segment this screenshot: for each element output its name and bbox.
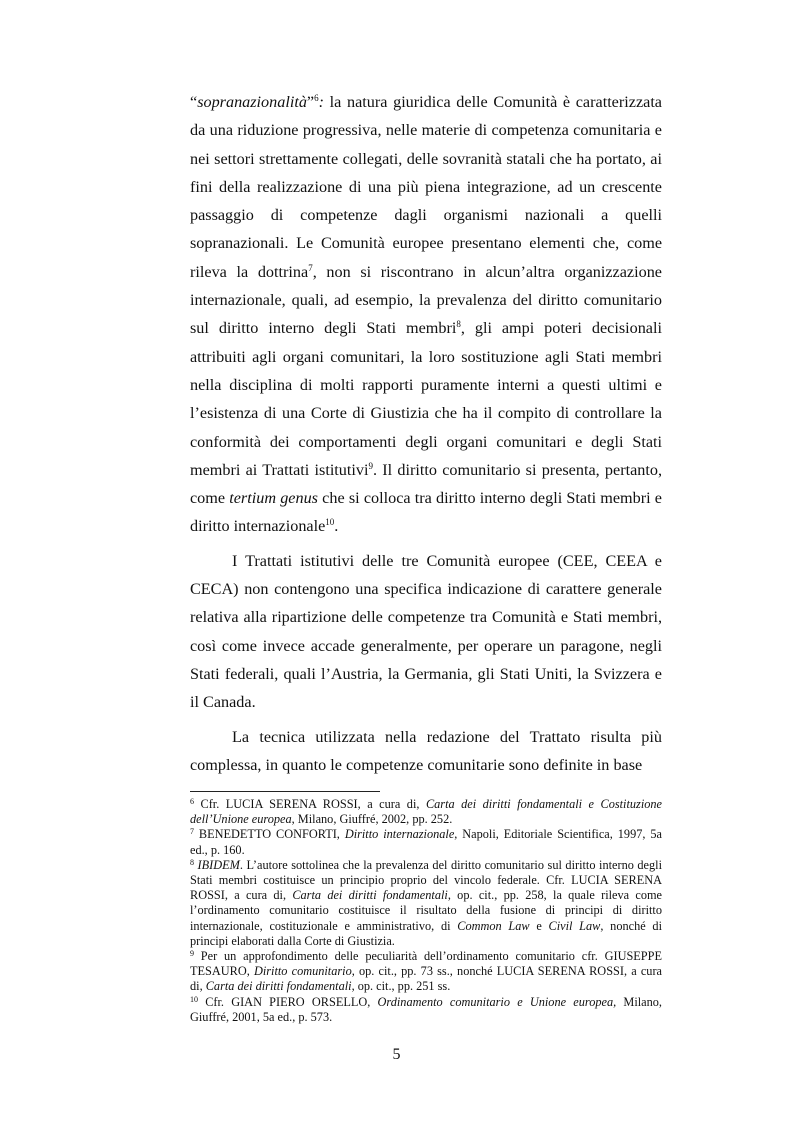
paragraph-3: La tecnica utilizzata nella redazione del Trattato risulta più complessa, in quanto le competenze comunitarie sono definite in base (190, 727, 662, 774)
footnote-ref-9[interactable]: 9 (368, 460, 373, 471)
footnotes (190, 797, 662, 1025)
footnote-ref-7[interactable]: 7 (308, 262, 313, 273)
term-sopranazionalita: sopranazionalità (197, 93, 307, 111)
footnote-ref-6[interactable]: 6 (314, 93, 319, 103)
page-number: 5 (392, 1046, 401, 1063)
paragraph-1: “sopranazionalità”$^6$: la natura giuridica delle Comunità è caratterizzata da una riduzione progressiva, nelle materie di competenza comunitaria e nei settori strettamente collegati, delle sovranità statali che ha portato, ai fini della realizzazione di una più piena integrazione, ad un crescente passaggio di competenze dagli organismi nazionali a quelli sopranazionali. Le Comunità europee presentano elementi che, come rileva la dottrina$^7$, non si riscontrano in alcun’altra organizzazione internazionale, quali, ad esempio, la prevalenza del diritto comunitario sul diritto interno degli Stati membri$^8$, gli ampi poteri decisionali attribuiti agli organi comunitari, la loro sostituzione agli Stati membri nella disciplina di molti rapporti puramente interni a questi ultimi e l’esistenza di una Corte di Giustizia che ha il compito di controllare la conformità dei comportamenti degli organi comunitari e degli Stati membri ai Trattati istitutivi$^9$. Il diritto comunitario si presenta, pertanto, come tertium genus che si colloca tra diritto interno degli Stati membri e diritto internazionale$^{10}$. (190, 93, 663, 536)
footnote-ref-8[interactable]: 8 (456, 319, 461, 330)
footnote-9: $^9$ Per un approfondimento delle peculiarità dell’ordinamento comunitario cfr. GIUSEPPE TESAURO, Diritto comunitario, op. cit., pp. 73 ss., nonché LUCIA SERENA ROSSI, a cura di, Carta dei diritti fondamentali, op. cit., pp. 251 ss. (190, 949, 662, 994)
body-text (190, 88, 662, 779)
footnote-7: $^7$ BENEDETTO CONFORTI, Diritto internazionale, Napoli, Editoriale Scientifica, 1997, 5a ed., p. 160. (190, 827, 662, 857)
footnote-ref-10[interactable]: 10 (325, 517, 335, 528)
footnote-10: $^{10}$ Cfr. GIAN PIERO ORSELLO, Ordinamento comunitario e Unione europea, Milano, Giuffré, 2001, 5a ed., p. 573. (190, 994, 662, 1024)
footnote-8: $^8$ IBIDEM. L’autore sottolinea che la prevalenza del diritto comunitario sul diritto interno degli Stati membri costituisce un principio proprio del vincolo federale. Cfr. LUCIA SERENA ROSSI, a cura di, Carta dei diritti fondamentali, op. cit., pp. 258, la quale rileva come l’ordinamento comunitario costituisce il risultato della fusione di principi di diritto internazionale, costituzionale e amministrativo, di Common Law e Civil Law, nonché di principi elaborati dalla Corte di Giustizia. (190, 857, 663, 948)
footnote-separator (190, 791, 380, 792)
footnote-6: $^6$ Cfr. LUCIA SERENA ROSSI, a cura di, Carta dei diritti fondamentali e Costituzione dell’Unione europea, Milano, Giuffré, 2002, pp. 252. (190, 797, 662, 827)
paragraph-2: I Trattati istitutivi delle tre Comunità europee (CEE, CEEA e CECA) non contengono una specifica indicazione di carattere generale relativa alla ripartizione delle competenze tra Comunità e Stati membri, così come invece accade generalmente, per operare un paragone, negli Stati federali, quali l’Austria, la Germania, gli Stati Uniti, la Svizzera e il Canada. (190, 551, 662, 712)
term-tertium-genus: tertium genus (229, 489, 318, 508)
